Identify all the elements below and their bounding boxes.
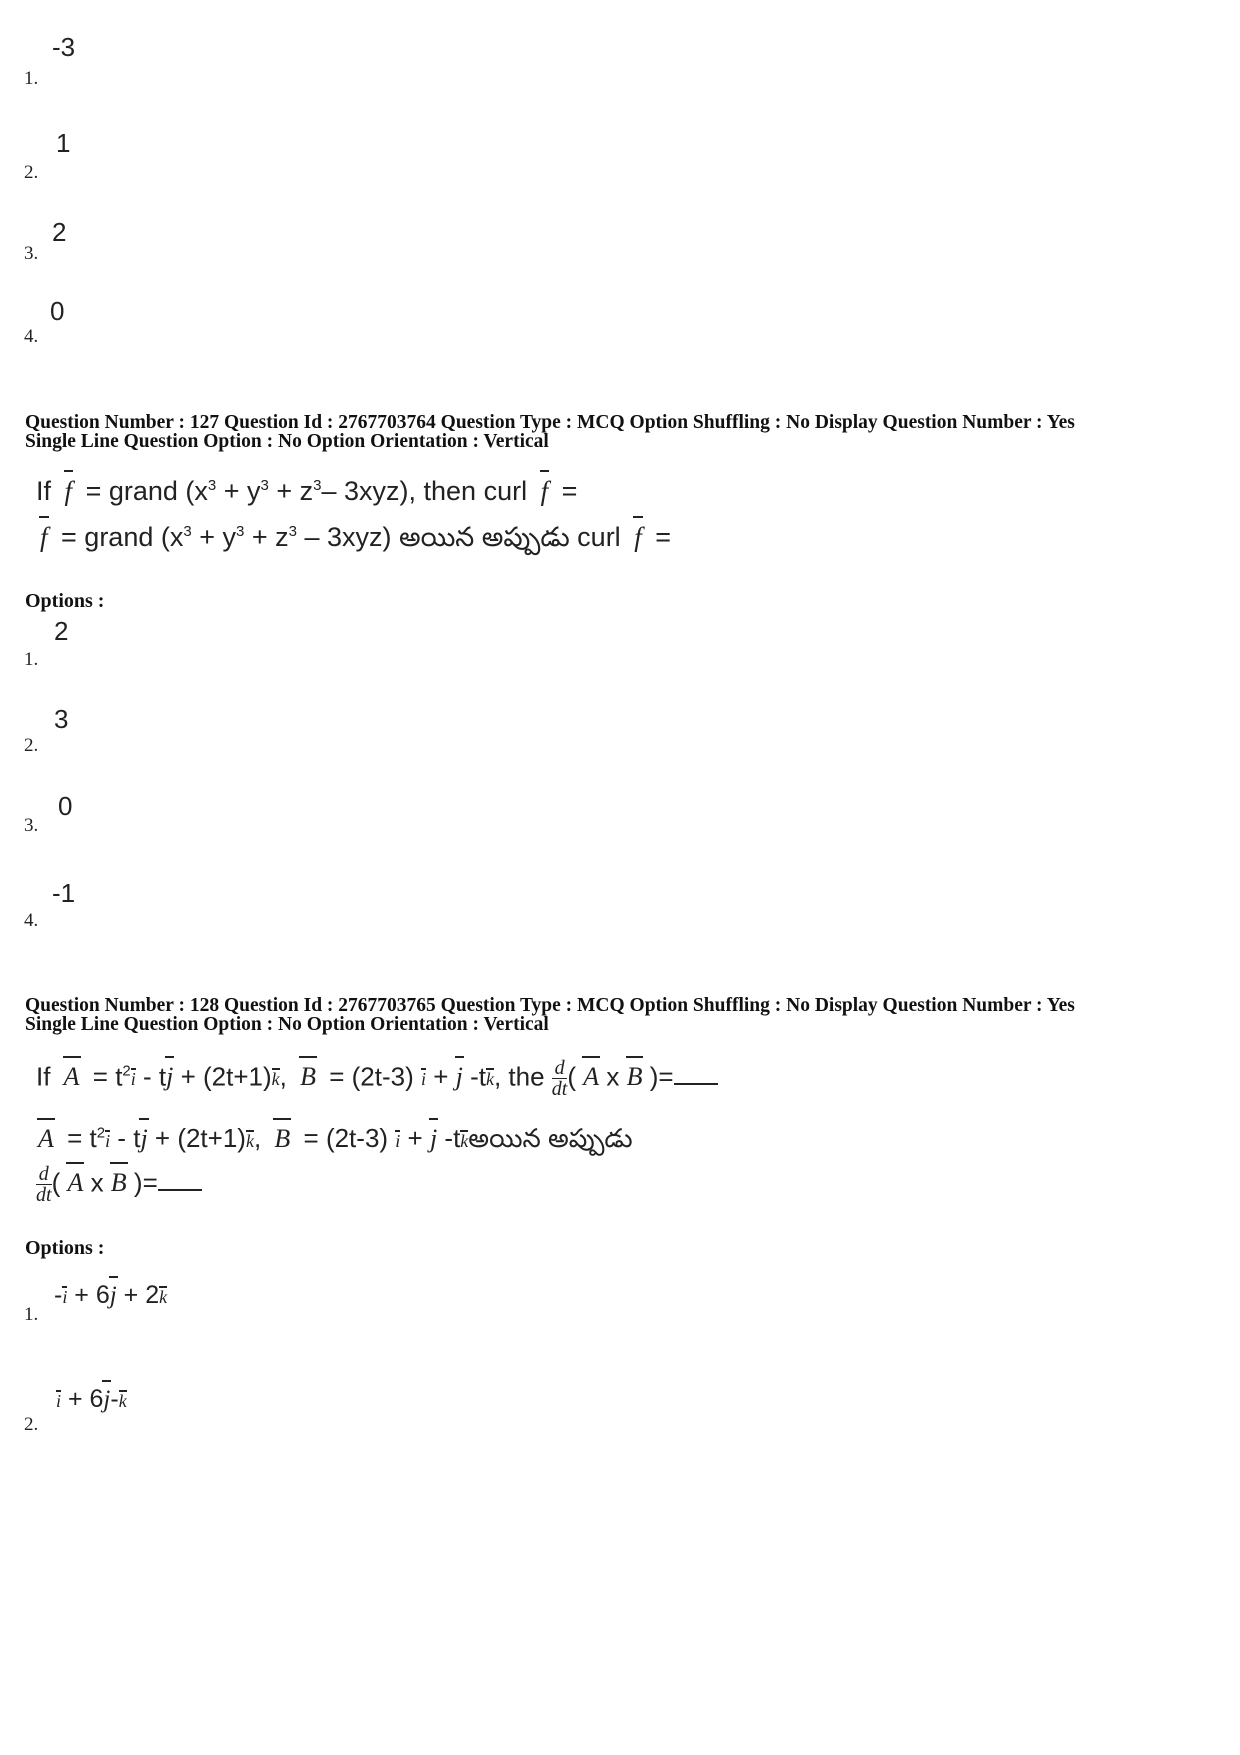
question-text-english: If f = grand ($x^3 + y^3 + z^3-$ 3xyz), then curl f = bbox=[36, 472, 577, 507]
vector-a: A bbox=[67, 1164, 83, 1198]
question-expression: = grand (x bbox=[61, 522, 184, 552]
vector-b: B bbox=[300, 1058, 316, 1092]
question-meta-line1: Question Number : 127 Question Id : 2767703764 Question Type : MCQ Option Shuffling : No Display Question Number : Yes bbox=[25, 412, 1075, 433]
option-number: 4. bbox=[24, 910, 39, 931]
unit-k: k bbox=[485, 1069, 494, 1090]
unit-j: j bbox=[430, 1120, 437, 1154]
unit-k: k bbox=[460, 1131, 469, 1151]
unit-k: k bbox=[271, 1069, 280, 1090]
option-number: 2. bbox=[24, 162, 39, 183]
question-text-telugu: f = grand $(x^3 + y^3 + z^3 - 3xyz)$ అయిన అప్పుడు curl f = bbox=[36, 518, 671, 560]
question-continuation: – 3xyz), then curl bbox=[321, 476, 528, 506]
option-number: 2. bbox=[24, 1414, 39, 1435]
telugu-suffix: అయిన అప్పుడు bbox=[468, 1123, 633, 1153]
option-value: 0 bbox=[58, 791, 73, 821]
unit-j: j bbox=[166, 1058, 173, 1092]
option-number: 4. bbox=[24, 326, 39, 347]
option-value: -1 bbox=[52, 878, 76, 908]
unit-j: j bbox=[456, 1058, 463, 1092]
options-heading: Options : bbox=[25, 1237, 105, 1259]
option-value: 0 bbox=[50, 296, 65, 326]
options-heading: Options : bbox=[25, 590, 105, 612]
vector-b: B bbox=[274, 1120, 290, 1154]
unit-i: i bbox=[420, 1069, 426, 1090]
option-value: -i + 6j + 2k bbox=[54, 1278, 167, 1310]
unit-k: k bbox=[245, 1131, 254, 1151]
unit-i: i bbox=[395, 1131, 401, 1151]
option-number: 3. bbox=[24, 243, 39, 264]
option-value: 2 bbox=[54, 616, 69, 646]
question-meta-line2: Single Line Question Option : No Option Orientation : Vertical bbox=[25, 1014, 549, 1035]
question-text-telugu: $A = t^2i$ - tj + (2t+1)k, B = (2t-3) i + j -tkఅయిన అప్పుడు bbox=[36, 1120, 633, 1160]
option-value: -3 bbox=[52, 32, 76, 62]
vector-a: A bbox=[38, 1120, 54, 1154]
unit-i: i bbox=[130, 1069, 136, 1090]
option-number: 1. bbox=[24, 1304, 39, 1325]
derivative-d-dt: $\frac{d}{dt}$ bbox=[36, 1163, 52, 1206]
unit-j: j bbox=[103, 1382, 110, 1414]
answer-blank bbox=[158, 1171, 202, 1191]
option-number: 2. bbox=[24, 735, 39, 756]
vector-f: f bbox=[634, 518, 642, 553]
option-value: 1 bbox=[56, 128, 71, 158]
option-number: 1. bbox=[24, 68, 39, 89]
vector-a: A bbox=[583, 1058, 599, 1092]
option-value: 2 bbox=[52, 217, 67, 247]
option-value: 3 bbox=[54, 704, 69, 734]
answer-blank bbox=[674, 1065, 718, 1085]
unit-j: j bbox=[140, 1120, 147, 1154]
vector-f: f bbox=[40, 518, 48, 553]
unit-i: i bbox=[62, 1287, 68, 1307]
question-text-derivative: $\frac{d}{dt}$ ( A x B )= bbox=[36, 1164, 202, 1205]
derivative-d-dt: $\frac{d}{dt}$ bbox=[551, 1057, 568, 1100]
if-word: If bbox=[36, 476, 52, 506]
unit-j: j bbox=[110, 1278, 117, 1310]
unit-k: k bbox=[118, 1391, 127, 1411]
unit-i: i bbox=[56, 1391, 62, 1411]
vector-f: f bbox=[541, 472, 549, 507]
option-number: 3. bbox=[24, 815, 39, 836]
question-expression: = grand (x bbox=[85, 476, 208, 506]
unit-k: k bbox=[159, 1287, 168, 1307]
question-meta-line1: Question Number : 128 Question Id : 2767703765 Question Type : MCQ Option Shuffling : No Display Question Number : Yes bbox=[25, 995, 1075, 1016]
option-value: i + 6j-k bbox=[56, 1382, 127, 1414]
vector-f: f bbox=[65, 472, 73, 507]
vector-b: B bbox=[111, 1164, 127, 1198]
vector-a: A bbox=[64, 1058, 80, 1092]
question-continuation: – 3xyz) అయిన అప్పుడు curl bbox=[296, 522, 621, 552]
unit-i: i bbox=[105, 1131, 111, 1151]
option-number: 1. bbox=[24, 649, 39, 670]
question-text-english: If $A = t^2i$ - tj + (2t+1)k, B = (2t-3) i + j -tk, the $\frac{d}{dt}$ ( A x B )= bbox=[36, 1058, 718, 1099]
question-meta-line2: Single Line Question Option : No Option Orientation : Vertical bbox=[25, 431, 549, 452]
vector-b: B bbox=[627, 1058, 643, 1092]
